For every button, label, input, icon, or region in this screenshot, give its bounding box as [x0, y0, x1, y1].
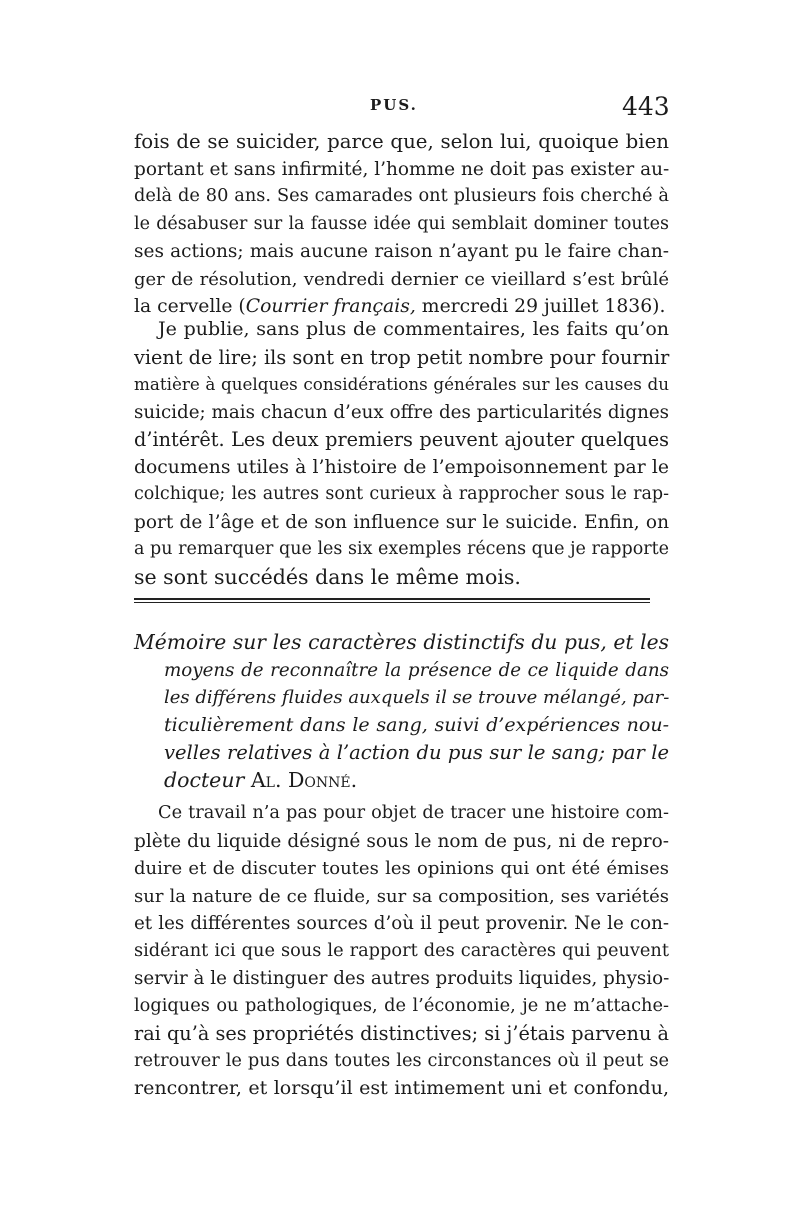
text-line: d’intérêt. Les deux premiers peuvent ajouter quelques — [134, 428, 669, 451]
text-line: portant et sans infirmité, l’homme ne doit pas exister au- — [134, 158, 670, 180]
text-line: documens utiles à l’histoire de l’empoisonnement par le — [134, 456, 669, 478]
article-title — [134, 629, 669, 794]
text-line: port de l’âge et de son influence sur le suicide. Enfin, on — [134, 511, 669, 533]
text-line: colchique; les autres sont curieux à rapprocher sous le rap- — [134, 484, 669, 504]
text-line: fois de se suicider, parce que, selon lui, quoique bien — [134, 130, 669, 153]
citation-date: mercredi 29 juillet 1836). — [415, 296, 666, 317]
title-line: velles relatives à l’action du pus sur le sang; par le — [164, 741, 669, 764]
text-line: rai qu’à ses propriétés distinctives; si j’étais parvenu à — [134, 1022, 669, 1045]
text-line: logiques ou pathologiques, de l’économie, je ne m’attache- — [134, 995, 669, 1016]
divider-line — [134, 602, 650, 603]
text-line: suicide; mais chacun d’eux offre des particularités dignes — [134, 401, 669, 423]
text-line: et les différentes sources d’où il peut provenir. Ne le con- — [134, 913, 669, 934]
text-line: duire et de discuter toutes les opinions qui ont été émises — [134, 858, 669, 879]
text-line: plète du liquide désigné sous le nom de pus, ni de repro- — [134, 830, 669, 852]
text-line: retrouver le pus dans toutes les circonstances où il peut se — [134, 1050, 669, 1071]
text-line: Ce travail n’a pas pour objet de tracer une histoire com- — [158, 803, 669, 823]
text-line: le désabuser sur la fausse idée qui semblait dominer toutes — [134, 213, 669, 234]
citation-source: Courrier français, — [245, 296, 416, 317]
text-line: a pu remarquer que les six exemples récens que je rapporte — [134, 539, 669, 559]
citation-open: la cervelle ( — [134, 296, 246, 317]
title-line: ticulièrement dans le sang, suivi d’expériences nou- — [164, 713, 669, 736]
running-head: PUS. — [370, 96, 418, 114]
title-line: Mémoire sur les caractères distinctifs du pus, et les — [134, 630, 669, 654]
author-prefix: docteur — [164, 767, 251, 792]
text-line: ger de résolution, vendredi dernier ce vieillard s’est brûlé — [134, 268, 669, 290]
text-line: delà de 80 ans. Ses camarades ont plusieurs fois cherché à — [134, 186, 669, 206]
paragraph-3 — [134, 800, 669, 1103]
text-line: ses actions; mais aucune raison n’ayant pu le faire chan- — [134, 241, 669, 262]
text-line: sur la nature de ce fluide, sur sa composition, ses variétés — [134, 885, 669, 907]
text-line: vient de lire; ils sont en trop petit nombre pour fournir — [134, 345, 670, 369]
title-line: moyens de reconnaître la présence de ce liquide dans — [164, 659, 669, 681]
title-line-author — [134, 767, 669, 795]
text-line: Je publie, sans plus de commentaires, les faits qu’on — [158, 318, 669, 340]
author-name: Al. Donné. — [250, 767, 358, 792]
divider-line — [134, 598, 650, 600]
paragraph-1 — [134, 128, 669, 321]
text-line: sidérant ici que sous le rapport des caractères qui peuvent — [134, 940, 669, 961]
text-line: rencontrer, et lorsqu’il est intimement uni et confondu, — [134, 1077, 669, 1099]
text-line: servir à le distinguer des autres produits liquides, physio- — [134, 968, 670, 989]
title-line: les différens fluides auxquels il se trouve mélangé, par- — [164, 687, 670, 708]
paragraph-2 — [134, 316, 669, 591]
text-line: matière à quelques considérations générales sur les causes du — [134, 374, 669, 394]
text-line: se sont succédés dans le même mois. — [134, 564, 521, 589]
page-number: 443 — [622, 92, 670, 121]
section-divider — [134, 598, 650, 605]
